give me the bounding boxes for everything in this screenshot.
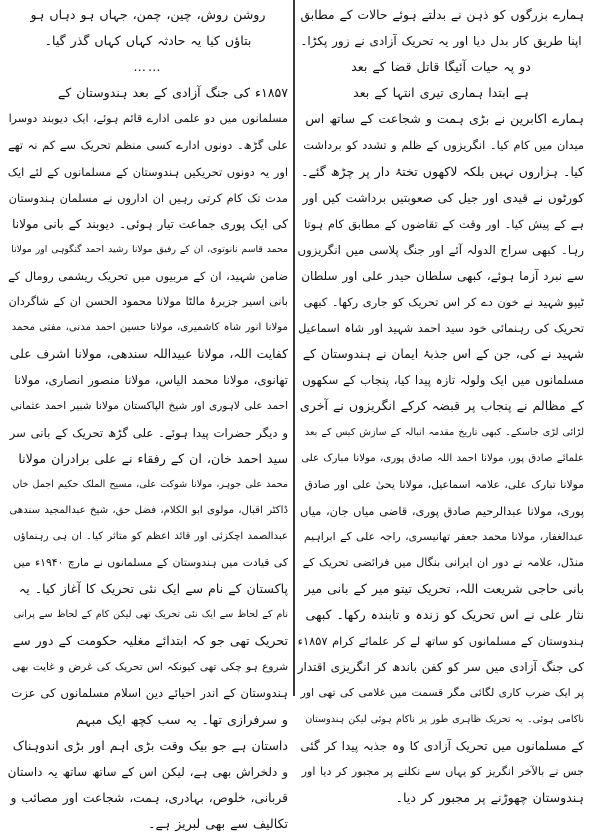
right-column-line: لڑائی لڑی جاسکے۔ کبھی تاریخ مقدمہ انبالہ کے سازش کیس کے بعد <box>305 426 584 438</box>
right-column-line: مولانا تبارک علی، علامہ اسماعیل، مولانا یحیٰ علی اور صادق <box>304 477 584 491</box>
right-column-line: جس نے بالآخر انگریز کو یہاں سے نکلنے پر مجبور کر دیا اور <box>301 764 584 778</box>
left-column-verse: روشن روش، چین، چمن، جہاں ہو دہاں ہو <box>30 7 266 22</box>
left-column-verse: بتاؤں کیا یہ حادثہ کہاں کہاں گذر گیا۔ <box>44 33 252 49</box>
right-column-line: مسلمانوں میں ایک ولولہ تازہ پیدا کیا، پنجاب کے سکھوں <box>302 373 584 388</box>
left-column-line: کی ایک پوری جماعت تیار ہوئی۔ دیوبند کے بانی مولانا <box>12 216 288 231</box>
left-column-line: تحریک تھی جو کہ ابتدائے مغلیہ حکومت کے دور سے <box>12 633 288 649</box>
right-column-line: نثار علی نے اس تحریک کو زندہ و تابندہ رکھا۔ کبھی <box>305 607 584 623</box>
right-column-line: ناکامی ہوئی۔ یہ تحریک ظاہری طور پر ناکام ہوئی لیکن ہندوستان <box>305 713 584 725</box>
left-column-line: نام کے لحاظ سے ایک نئی تحریک تھی لیکن کام کے لحاظ سے پرانی <box>13 609 288 621</box>
left-column-line: مدت تک کام کرتی رہیں ان اداروں نے مسلمان ہندوستان <box>8 190 288 205</box>
right-column-line: کی جنگ آزادی میں سر کو کفن باندھ کر انگریزی اقتدار <box>297 660 584 675</box>
right-column-line: کورٹوں نے قیدی اور جیل کی صعوبتیں برداشت کیں اور <box>302 190 584 205</box>
right-text-column <box>297 2 584 805</box>
right-column-line: کیا۔ ہزاروں نہیں بلکہ لاکھوں تختۂ دار پر چڑھ گئے۔ <box>301 163 584 179</box>
left-column-line: مسلمانوں میں دو علمی ادارے قائم ہوئے، ایک دیوبند دوسرا <box>8 112 288 126</box>
left-column-line: سید احمد خان، ان کے رفقاء نے علی برادران مولانا <box>18 450 288 466</box>
right-column-line: پر ایک ضرب کاری لگائی مگر قسمت میں غلامی کی تھی اور <box>300 686 584 700</box>
right-column-line: میدان میں کام کیا۔ انگریزوں کے ظلم و تشدد کو برداشت <box>303 138 584 153</box>
right-column-line: تحریک کی رہنمائی خود سید احمد شہید اور شاہ اسماعیل <box>298 321 584 336</box>
left-column-line: بانی اسیر جزیرۂ مالٹا مولانا محمود الحسن ان کے شاگردان <box>8 295 288 309</box>
right-column-line: ٹیپو شہید نے خون دے کر اس تحریک کو جاری رکھا۔ کبھی <box>303 295 584 310</box>
right-column-line: ہے کے پیش کیا۔ اور وقت کے تقاضوں کے مطابق کام ہوتا <box>304 216 584 231</box>
right-column-line: سے نبرد آزما ہوئے، کبھی سلطان حیدر علی اور سلطان <box>301 268 584 283</box>
left-column-line: و سرفرازی تھا۔ یہ سب کچھ ایک مبہم <box>75 711 288 727</box>
left-column-line: و دیگر حضرات پیدا ہوئے۔ علی گڑھ تحریک کے بانی سر <box>9 425 288 440</box>
left-column-line: محمد قاسم نانوتوی، ان کے رفیق مولانا رشید احمد گنگوہی اور مولانا <box>11 243 288 255</box>
right-column-line: ہمارے بزرگوں کو ذہن نے بدلتے ہوئے حالات کے مطابق <box>300 8 584 22</box>
left-column-ornament: …… <box>133 59 163 75</box>
right-column-line: کے مظالم نے پنجاب پر قبضہ کرکے انگریزوں نے آخری <box>299 398 584 414</box>
right-column-line: ہمارے اکابرین نے بڑی ہمت و شجاعت کے ساتھ اس <box>305 111 584 127</box>
left-column-line: کی قیادت میں ہندوستان کے مسلمانوں نے مارچ ۱۹۴۰ء میں <box>13 555 288 569</box>
left-column-line: ۱۸۵۷ء کی جنگ آزادی کے بعد ہندوستان کے <box>57 85 288 101</box>
right-column-line: عبدالغفار، مولانا محمد جعفر تھانیسری، راجہ علی کے ابراہیم <box>303 529 584 543</box>
right-column-line: شہید نے کی، جن کے اس جذبۂ ایمان نے ہندوستان کے <box>302 347 584 362</box>
left-column-line: ڈاکٹر اقبال، مولوی ابو الکلام، فضل حق، شیخ عبدالمجید سندھی <box>9 504 288 516</box>
right-column-line: علمائے صادق پور، مولانا احمد اللہ صادق پوری، مولانا مبارک علی <box>301 452 584 464</box>
right-column-line: کے مسلمانوں میں تحریک آزادی کا وہ جذبہ پیدا کر گئی <box>300 738 584 753</box>
left-column-line: تکالیف سے بھی لبریز ہے۔ <box>148 815 288 831</box>
left-column-line: و دلخراش بھی ہے، لیکن اس کے ساتھ ساتھ یہ داستان <box>7 764 288 779</box>
right-column-line: پوری، مولانا عبدالرحیم صادق پوری، قاضی میاں جان، میاں <box>299 503 584 518</box>
left-column-line: پاکستان کے نام سے ایک نئی تحریک کا آغاز کیا۔ یہ <box>18 581 288 597</box>
right-column-line: منڈل، علامہ نے دور ان ایرانی بنگال میں فرائضی تحریک کے <box>302 555 584 569</box>
right-column-line: رہا۔ کبھی سراج الدولہ آئے اور جنگ پلاسی میں انگریزوں <box>297 242 584 257</box>
left-column-line: عبدالصمد اچکزئی اور قائد اعظم کو متاثر کیا۔ ان ہی رہنماؤں <box>13 530 288 542</box>
left-column-line: تھانوی، مولانا محمد الیاس، مولانا منصور انصاری، مولانا <box>14 373 288 388</box>
column-divider <box>293 0 295 696</box>
left-column-line: داستان ہے جو بیک وقت بڑی اہم اور بڑی اندوہناک <box>12 737 288 753</box>
left-column-line: احمد علی لاہوری اور شیخ الپاکستان مولانا شبیر احمد عثمانی <box>10 400 288 413</box>
left-text-column <box>7 2 288 831</box>
right-column-line: ہندوستان کے مسلمانوں کو ساتھ لے کر علمائے کرام ۱۸۵۷ء <box>297 634 584 649</box>
left-column-line: اور یہ دونوں تحریکیں ہندوستان کے مسلمانوں کے لئے ایک <box>7 164 288 179</box>
left-column-line: کفایت اللہ، مولانا عبیداللہ سندھی، مولانا اشرف علی <box>9 347 288 362</box>
left-column-line: ہندوستان کے اندر احیائے دین اسلام مسلمانوں کی عزت <box>11 686 288 701</box>
right-column-verse: دو پہ حیات آئیگا قاتل قضا کے بعد <box>351 59 531 75</box>
right-column-verse: اپنا طریق کار بدل دیا اور یہ تحریک آزادی نے زور پکڑا۔ <box>300 34 582 49</box>
left-column-line: شروع ہو چکی تھی کیونکہ اس تحریک کی غرض و غایت بھی <box>11 661 288 674</box>
left-column-line: قربانی، خلوص، بہادری، ہمت، شجاعت اور مصائب و <box>10 790 288 805</box>
left-column-line: ضامن شہید، ان کے مربیوں میں تحریک ریشمی رومال کے <box>8 268 288 283</box>
right-column-verse: ہے ابتدا ہماری تیری انتہا کے بعد <box>353 85 529 101</box>
right-column-line: ہندوستان چھوڑنے پر مجبور کر دیا۔ <box>395 789 584 805</box>
left-column-line: علی گڑھ۔ دونوں ادارے کسی منظم تحریک سے کم نہ تھے <box>7 138 288 153</box>
left-column-line: محمد علی جوہر، مولانا شوکت علی، مسیح الملک حکیم اجمل خاں <box>12 478 288 490</box>
left-column-line: مولانا انور شاہ کاشمیری، مولانا حسین احمد مدنی، مفتی محمد <box>11 322 288 334</box>
right-column-line: بانی حاجی شریعت اللہ، تحریک تیتو میر کے بانی میر <box>304 581 584 597</box>
